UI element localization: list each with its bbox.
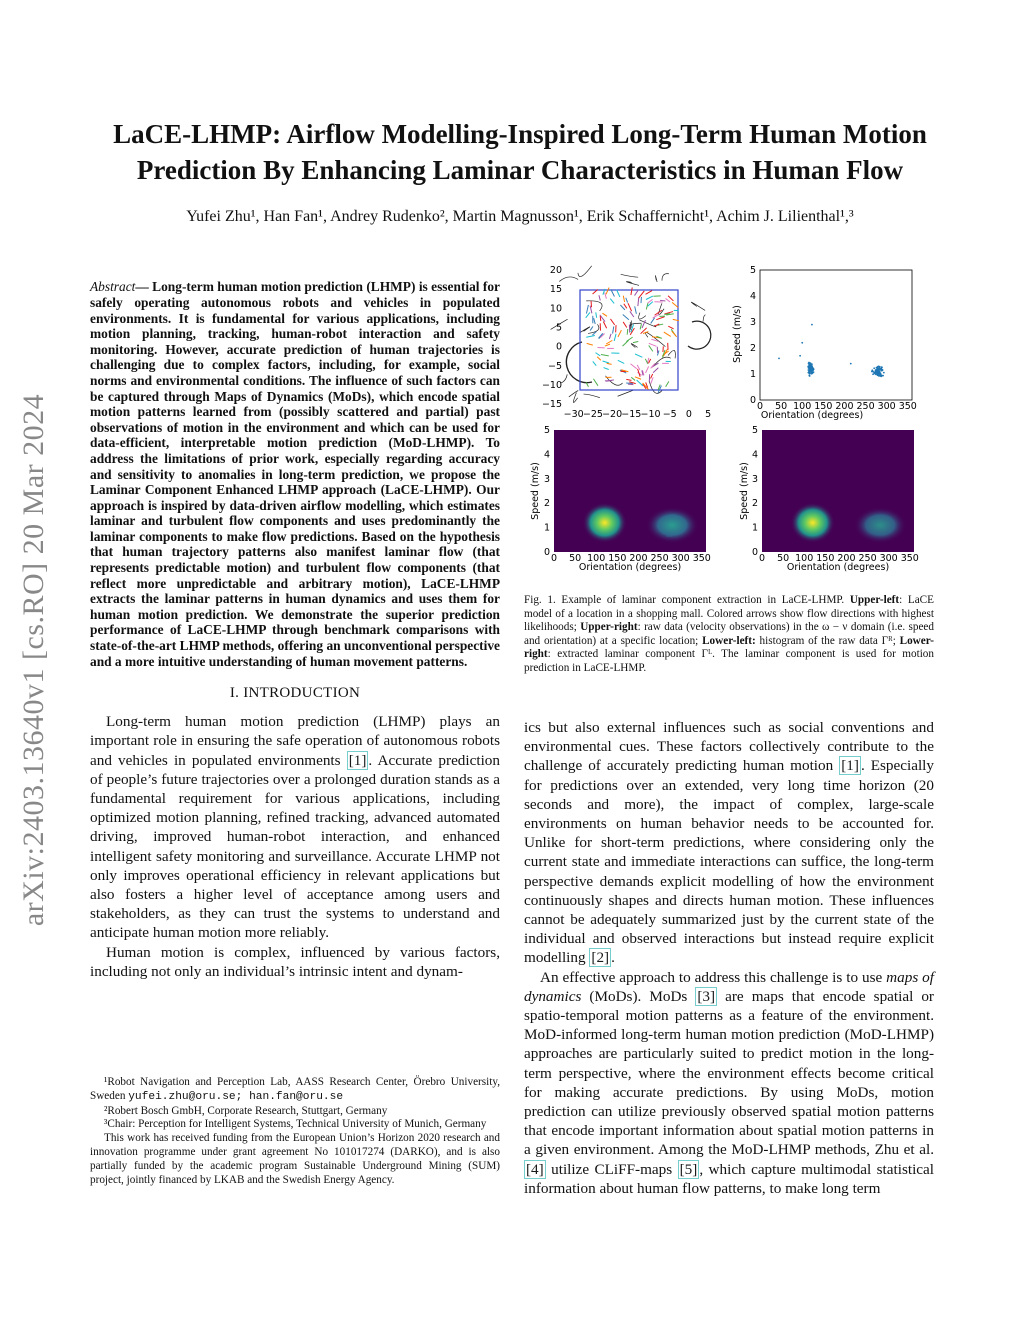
caption-bold-3: Lower-left:	[702, 634, 756, 647]
right-p2-em: maps of dynamics	[524, 968, 934, 1005]
footnote-1-text: ¹Robot Navigation and Perception Lab, AASS Research Center, Örebro University, Sweden	[90, 1076, 500, 1102]
right-p2-b: (MoDs). MoDs	[581, 987, 696, 1005]
caption-bold-1: Upper-left	[849, 594, 900, 606]
caption-bold-2: Upper-right	[580, 621, 638, 634]
scatter-point	[809, 375, 811, 377]
y-tick-label: 20	[549, 265, 562, 276]
y-tick-label: 0	[543, 547, 550, 558]
figure-1-caption	[524, 594, 934, 676]
section-heading-introduction: I. INTRODUCTION	[229, 685, 361, 702]
x-tick-label: 0	[758, 553, 766, 564]
x-tick-label: 5	[705, 409, 712, 420]
heat-peak	[646, 507, 698, 543]
x-tick-label: −15	[621, 409, 642, 420]
y-tick-label: 1	[749, 369, 756, 380]
paper-title	[90, 116, 950, 188]
y-tick-label: 5	[749, 265, 756, 276]
citation-link[interactable]: [1]	[841, 757, 859, 775]
scatter-point	[872, 373, 874, 375]
y-tick-label: 1	[751, 522, 758, 534]
x-tick-label: −10	[640, 409, 661, 420]
y-tick-label: 1	[543, 522, 550, 534]
citation-link[interactable]: [2]	[591, 949, 610, 967]
heat-peak	[583, 503, 627, 543]
title-line-2: Prediction By Enhancing Laminar Characteristics in Human Flow	[136, 155, 904, 185]
x-tick-label: −25	[582, 409, 603, 420]
y-tick-label: 0	[751, 547, 758, 558]
x-tick-label: −20	[602, 409, 623, 420]
scatter-point	[881, 367, 883, 369]
citation-link[interactable]: [4]	[526, 1160, 544, 1178]
footnotes	[90, 1076, 500, 1187]
citation-link[interactable]: [5]	[679, 1160, 698, 1178]
scatter-point	[877, 374, 879, 376]
panel-upper-right	[732, 265, 917, 421]
footnote-3: ³Chair: Perception for Intelligent Systems, Technical University of Munich, Germany	[104, 1118, 487, 1131]
y-tick-label: 5	[555, 322, 562, 334]
y-tick-label: 2	[749, 343, 756, 354]
x-tick-label: 300	[671, 553, 690, 564]
scatter-point	[883, 372, 885, 374]
x-tick-label: −30	[563, 409, 584, 420]
right-p2-e: , which capture multimodal statistical information about human flow patterns, to make long term	[524, 1160, 934, 1197]
x-tick-label: 50	[777, 553, 790, 564]
scatter-point	[810, 371, 812, 373]
x-tick-label: 50	[775, 401, 788, 412]
abstract-lead: Abstract	[90, 279, 136, 295]
x-tick-label: 50	[569, 553, 582, 564]
flow-arrow	[627, 329, 628, 335]
scatter-point	[811, 324, 813, 326]
upper-right-xlabel: Orientation (degrees)	[760, 410, 864, 421]
y-tick-label: 0	[555, 341, 562, 353]
lower-right-ylabel: Speed (m/s)	[739, 462, 750, 520]
scatter-point	[812, 369, 814, 371]
right-p1-b: . Especially for predictions over an extended, very long time horizon (20 seconds and more), the impact of complex, large-scale environments on human behavior needs to be accounted for. Unlike for short-term predictions, where considering only the current state and immediate interactions can suffice, the long-term perspective demands explicit modelling of how the environment continuously shapes and directs human motion. These influences cannot be adequately summarized just by the current state of the individual and observed interactions but instead require explicit modelling	[524, 757, 934, 967]
x-tick-label: 200	[835, 401, 854, 412]
scatter-point	[881, 370, 883, 372]
y-tick-label: −5	[547, 360, 562, 372]
x-tick-label: −5	[662, 409, 677, 420]
map-area	[566, 270, 712, 408]
figure-1-svg	[522, 262, 942, 587]
author-emails: yufei.zhu@oru.se; han.fan@oru.se	[128, 1090, 344, 1103]
scatter-point	[878, 371, 880, 373]
right-p2-d: utilize CLiFF-maps	[545, 1160, 678, 1178]
right-paragraph-2	[524, 968, 934, 1198]
scatter-point	[810, 362, 812, 364]
y-tick-label: 2	[543, 498, 550, 510]
title-line-1: LaCE-LHMP: Airflow Modelling-Inspired Long-Term Human Motion	[113, 119, 927, 149]
heat-peak	[854, 507, 906, 543]
panel-upper-left	[542, 265, 712, 420]
y-tick-label: −15	[541, 399, 562, 411]
y-tick-label: 4	[751, 449, 758, 461]
right-paragraph-1	[524, 718, 934, 968]
x-tick-label: 300	[879, 553, 898, 564]
arxiv-sidebar	[12, 340, 56, 980]
flow-arrow	[660, 300, 665, 301]
x-tick-label: 0	[550, 553, 558, 564]
y-tick-label: 3	[543, 473, 550, 485]
panel-lower-left	[530, 425, 711, 573]
funding-note: This work has received funding from the European Union’s Horizon 2020 research and innovation programme under grant agreement No 101017274 (DARKO), and is also partially funded by the academic program Sustainable Underground Mining (SUM) project, jointly financed by LKAB and the Swedish Energy Agency.	[90, 1132, 500, 1186]
figure-1	[522, 262, 942, 587]
caption-text-3: histogram of the raw data Γᴿ;	[755, 634, 900, 647]
x-tick-label: 150	[816, 553, 835, 564]
y-tick-label: 4	[543, 449, 550, 461]
scatter-point	[879, 368, 881, 370]
arxiv-identifier: arXiv:2403.13640v1 [cs.RO] 20 Mar 2024	[17, 393, 50, 927]
y-tick-label: 5	[751, 425, 758, 436]
intro-p1-text-b: . Accurate prediction of people’s future trajectories over a prolonged duration stands as a fundamental requirement for various applications, including optimized motion planning, refined tracking, advanced automated driving, improved human-robot interaction, and enhanced intelligent safety monitoring and surveillance. Accurate LHMP not only improves operational efficiency in relevant applications but also fosters a higher level of acceptance among users and stakeholders, as they can trust the systems to understand and anticipate human motion more reliably.	[90, 751, 500, 942]
caption-text-2: : raw data (velocity observations) in the ω − ν domain (i.e. speed and orientation) at a specific location;	[524, 621, 934, 647]
caption-bold-4: Lower-right	[524, 634, 934, 661]
abstract-text: — Long-term human motion prediction (LHMP) is essential for safely operating autonomous robots and vehicles in populated environments. It is fundamental for various applications, including motion planning, tracking, human-robot interaction and safety monitoring. However, accurate prediction of human trajectories is challenging due to complex factors, including, for example, social norms and environmental conditions. The influence of such factors can be captured through Maps of Dynamics (MoDs), which encode spatial motion patterns learned from (possibly scattered and partial) past observations of motion in the environment and which can be used for data-efficient, interpretable motion prediction (MoD-LHMP). To address the limitations of prior work, especially regarding accuracy and sensitivity to anomalies in long-term prediction, we propose the Laminar Component Enhanced LHMP approach (LaCE-LHMP). Our approach is inspired by data-driven airflow modelling, which estimates laminar and turbulent flow components and uses predominantly the laminar components to make flow predictions. Based on the hypothesis that human trajectory patterns also manifest laminar flow (that represents predictable motion) and turbulent flow components (that reflect more unpredictable and arbitrary motion), LaCE-LHMP extracts the laminar patterns in human dynamics and uses them for human motion prediction. We demonstrate the superior prediction performance of LaCE-LHMP through benchmark comparisons with state-of-the-art LHMP methods, offering an unconventional perspective and a more intuitive understanding of human movement patterns.	[90, 279, 500, 669]
scatter-points	[778, 324, 885, 378]
scatter-point	[875, 374, 877, 376]
caption-text-a: Fig. 1. Example of laminar component extraction in LaCE-LHMP.	[524, 594, 850, 606]
upper-right-axes	[760, 270, 912, 400]
intro-p1-text-a: Long-term human motion prediction (LHMP) plays an important role in ensuring the safe operation of autonomous robots and vehicles in populated environments	[90, 713, 500, 769]
scatter-point	[801, 342, 803, 344]
scatter-point	[875, 371, 877, 373]
scatter-point	[812, 372, 814, 374]
footnote-2: ²Robert Bosch GmbH, Corporate Research, Stuttgart, Germany	[104, 1104, 388, 1117]
y-tick-label: 15	[549, 284, 562, 296]
x-tick-label: 200	[837, 553, 856, 564]
footnote-1	[90, 1076, 500, 1105]
scatter-point	[809, 372, 811, 374]
x-tick-label: 100	[793, 401, 812, 412]
x-tick-label: 350	[900, 553, 919, 564]
x-tick-label: 0	[685, 409, 692, 420]
x-tick-label: 200	[629, 553, 648, 564]
upper-right-ylabel: Speed (m/s)	[732, 305, 743, 363]
y-tick-label: 0	[749, 395, 756, 406]
x-tick-label: 350	[692, 553, 711, 564]
x-tick-label: 150	[814, 401, 833, 412]
right-p1-c: .	[611, 949, 615, 967]
y-tick-label: 5	[543, 425, 550, 436]
y-tick-label: 10	[549, 303, 562, 315]
scatter-point	[799, 355, 801, 357]
lower-left-xlabel: Orientation (degrees)	[578, 562, 682, 573]
lower-left-ylabel: Speed (m/s)	[530, 462, 541, 520]
x-tick-label: 150	[608, 553, 627, 564]
flow-arrow	[600, 316, 601, 321]
y-tick-label: 4	[749, 291, 756, 302]
abstract	[90, 279, 500, 669]
x-tick-label: 0	[756, 401, 764, 412]
right-p1-a: ics but also external influences such as social conventions and environmental cues. These factors collectively contribute to the challenge of accurately predicting human motion	[524, 719, 934, 775]
x-tick-label: 300	[877, 401, 896, 412]
citation-link[interactable]: [3]	[697, 987, 716, 1005]
right-p2-c: are maps that encode spatial or spatio-temporal motion patterns as a feature of the environment. MoD-informed long-term human motion prediction (MoD-LHMP) approaches are particularly suited to predict motion in the long-term perspective, where the environment effects become critical for making accurate predictions. By using MoDs, motion prediction can utilize previously observed spatial motion patterns that encode important information about spatial motion patterns in a given environment. Among the MoD-LHMP methods, Zhu et al.	[524, 987, 934, 1159]
author-list: Yufei Zhu¹, Han Fan¹, Andrey Rudenko², Martin Magnusson¹, Erik Schaffernicht¹, Achim J. Lilienthal¹,³	[186, 208, 854, 225]
scatter-point	[809, 365, 811, 367]
y-tick-label: −10	[541, 380, 562, 391]
caption-text-1: : LaCE model of a location in a shopping mall. Colored arrows show flow directions with highest likelihoods;	[524, 594, 934, 634]
intro-paragraph-1	[90, 712, 500, 942]
scatter-point	[850, 363, 852, 365]
right-column	[524, 718, 934, 1198]
left-column	[90, 266, 500, 981]
lower-right-xlabel: Orientation (degrees)	[786, 562, 890, 573]
panel-lower-right	[739, 425, 919, 573]
heat-peak	[791, 503, 835, 543]
x-tick-label: 350	[898, 401, 917, 412]
scatter-point	[879, 366, 881, 368]
scatter-point	[881, 374, 883, 376]
citation-link[interactable]: [1]	[348, 751, 367, 769]
scatter-point	[877, 366, 879, 368]
scatter-point	[873, 367, 875, 369]
flow-arrow	[626, 383, 633, 384]
scatter-point	[810, 367, 812, 369]
scatter-point	[871, 371, 873, 373]
caption-text-4: : extracted laminar component Γᴸ. The laminar component is used for motion prediction in LaCE-LHMP.	[524, 648, 934, 674]
scatter-point	[778, 358, 780, 360]
y-tick-label: 2	[751, 498, 758, 510]
intro-paragraph-2: Human motion is complex, influenced by various factors, including not only an individual’s intrinsic intent and dynam-	[90, 943, 500, 980]
x-tick-label: 100	[795, 553, 814, 564]
scatter-point	[875, 369, 877, 371]
upper-right-ticks	[750, 265, 917, 412]
x-tick-label: 250	[858, 553, 877, 564]
y-tick-label: 3	[749, 317, 756, 328]
x-tick-label: 250	[856, 401, 875, 412]
y-tick-label: 3	[751, 473, 758, 485]
x-tick-label: 100	[587, 553, 606, 564]
right-p2-a: An effective approach to address this challenge is to use	[540, 968, 887, 986]
x-tick-label: 250	[650, 553, 669, 564]
